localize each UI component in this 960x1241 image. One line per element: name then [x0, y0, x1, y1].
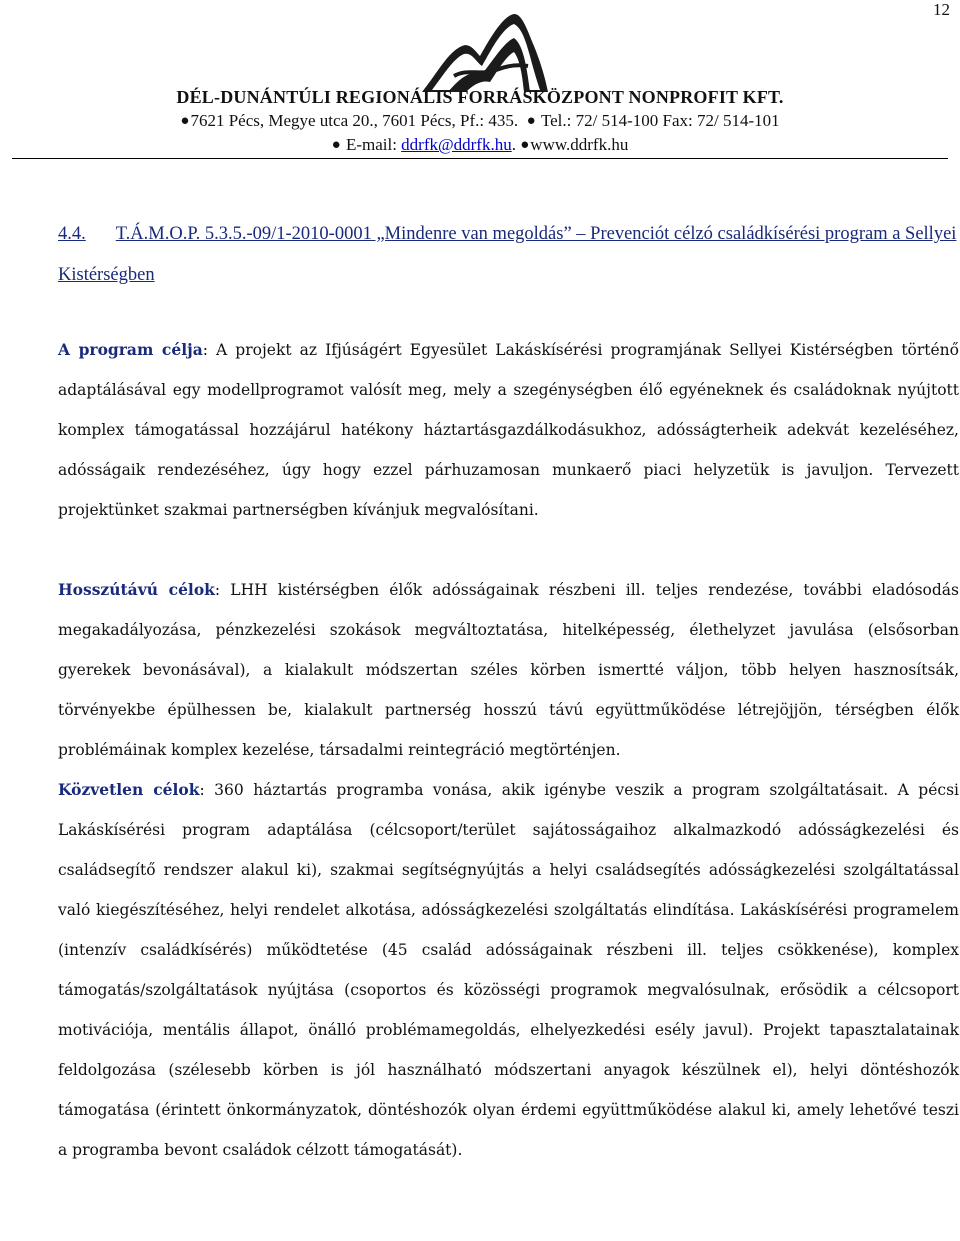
organization-name: DÉL-DUNÁNTÚLI REGIONÁLIS FORRÁSKÖZPONT NONPROFIT KFT.: [176, 87, 784, 107]
document-body: [58, 330, 959, 1170]
bullet-icon: ●: [180, 113, 190, 129]
email-label: E-mail:: [345, 135, 397, 154]
bullet-icon: ●: [526, 113, 536, 129]
paragraph-program-goal: [58, 330, 959, 530]
paragraph-long-term-goals: [58, 570, 959, 770]
section-number: 4.4.: [58, 224, 86, 244]
section-title: T.Á.M.O.P. 5.3.5.-09/1-2010-0001 „Mindenre van megoldás” – Prevenciót célzó családkísérési program a Sellyei Kistérségben: [58, 224, 957, 285]
header-divider: [12, 158, 948, 159]
paragraph-direct-goals: [58, 770, 959, 1170]
bullet-icon: ●: [520, 137, 530, 153]
paragraph-text: : LHH kistérségben élők adósságainak részbeni ill. teljes rendezése, további eladósodás megakadályozása, pénzkezelési szokások megváltoztatása, hitelképesség, élethelyzet javulása (elsősorban gyerekek bevonásával), a kialakult módszertan széles körben ismertté váljon, több helyen hasznosítsák, törvényekbe épülhessen be, kialakult partnerség hosszú távú együttműködése létrejöjjön, térségben élők problémáinak komplex kezelése, társadalmi reintegráció megtörténjen.: [58, 581, 959, 759]
mountain-logo-icon: [418, 12, 550, 96]
phone-fax: Tel.: 72/ 514-100 Fax: 72/ 514-101: [540, 111, 780, 130]
paragraph-lead: Közvetlen célok: [58, 780, 200, 799]
address-line: [0, 109, 960, 133]
email-link[interactable]: ddrfk@ddrfk.hu: [401, 135, 512, 154]
page-number: 12: [933, 0, 950, 19]
paragraph-text: : A projekt az Ifjúságért Egyesület Lakáskísérési programjának Sellyei Kistérségben történő adaptálásával egy modellprogramot valósít meg, mely a szegénységben élő egyéneknek és családoknak nyújtott komplex támogatással hozzájárul hatékony háztartásgazdálkodásukhoz, adósságterheik adekvát kezeléséhez, adósságaik rendezéséhez, úgy hogy ezzel párhuzamosan munkaerő piaci helyzetük is javuljon. Tervezett projektünket szakmai partnerségben kívánjuk megvalósítani.: [58, 341, 959, 519]
bullet-icon: ●: [331, 137, 341, 153]
paragraph-lead: Hosszútávú célok: [58, 580, 215, 599]
contact-line: ● E-mail: ddrfk@ddrfk.hu. ●www.ddrfk.hu: [331, 135, 629, 154]
address: 7621 Pécs, Megye utca 20., 7601 Pécs, Pf.: 435.: [190, 111, 519, 130]
section-heading: [58, 214, 958, 296]
website-link[interactable]: www.ddrfk.hu: [530, 135, 629, 154]
paragraph-lead: A program célja: [58, 340, 203, 359]
paragraph-text: : 360 háztartás programba vonása, akik igénybe veszik a program szolgáltatásait. A pécsi Lakáskísérési program adaptálása (célcsoport/terület sajátosságaihoz alkalmazkodó adósságkezelési és családsegítő rendszer alakul ki), szakmai segítségnyújtás a helyi családsegítés adósságkezelési szolgáltatással való kiegészítéséhez, helyi rendelet alkotása, adósságkezelési szolgáltatás elindítása. Lakáskísérési programelem (intenzív családkísérés) működtetése (45 család adósságainak részbeni ill. teljes csökkenése), komplex támogatás/szolgáltatások nyújtása (csoportos és közösségi programok megvalósulnak, erősödik a célcsoport motivációja, mentális állapot, önálló problémamegoldás, elhelyezkedési esély javul). Projekt tapasztalatainak feldolgozása (szélesebb körben is jól használható módszertani anyagok készülnek el), helyi döntéshozók támogatása (érintett önkormányzatok, döntéshozók olyan érdemi együttműködése alakul ki, amely lehetővé teszi a programba bevont családok célzott támogatását).: [58, 781, 959, 1159]
letterhead: [0, 86, 960, 157]
